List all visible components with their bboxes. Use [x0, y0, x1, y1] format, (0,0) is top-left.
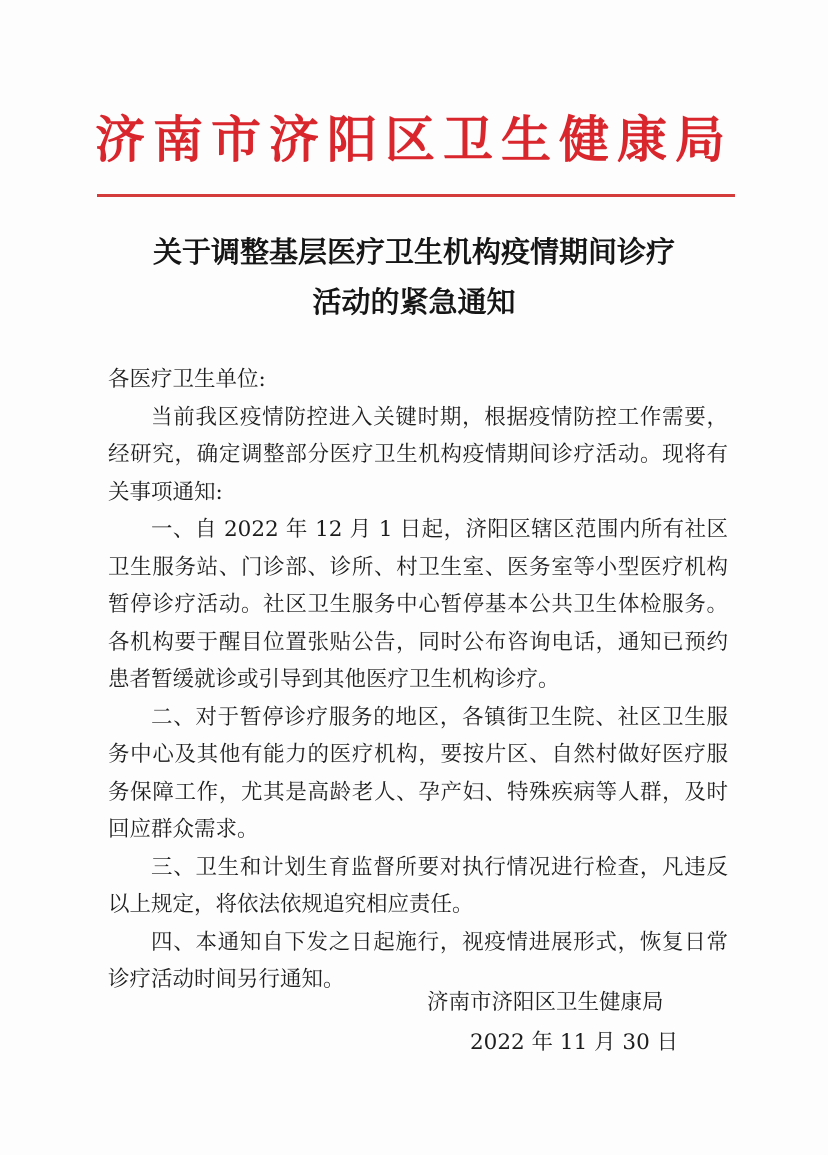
- agency-header: 济南市济阳区卫生健康局: [95, 110, 733, 169]
- salutation: 各医疗卫生单位:: [108, 367, 266, 392]
- document-title-line-2: 活动的紧急通知: [312, 285, 516, 319]
- item-paragraph-3: 三、卫生和计划生育监督所要对执行情况进行检查，凡违反以上规定，将依法依规追究相应责任。: [108, 854, 728, 917]
- signature-date: 2022 年 11 月 30 日: [470, 1030, 679, 1055]
- item-paragraph-4: 四、本通知自下发之日起施行，视疫情进展形式，恢复日常诊疗活动时间另行通知。: [108, 929, 728, 992]
- item-paragraph-1: 一、自 2022 年 12 月 1 日起，济阳区辖区范围内所有社区卫生服务站、门诊部、诊所、村卫生室、医务室等小型医疗机构暂停诊疗活动。社区卫生服务中心暂停基本公共卫生体检服务。各机构要于醒目位置张贴公告，同时公布咨询电话，通知已预约患者暂缓就诊或引导到其他医疗卫生机构诊疗。: [108, 517, 728, 692]
- intro-paragraph: 当前我区疫情防控进入关键时期，根据疫情防控工作需要，经研究，确定调整部分医疗卫生机构疫情期间诊疗活动。现将有关事项通知:: [108, 404, 728, 505]
- document-title-line-1: 关于调整基层医疗卫生机构疫情期间诊疗: [152, 235, 675, 269]
- signature-organization: 济南市济阳区卫生健康局: [427, 990, 664, 1015]
- red-divider-line: [97, 194, 735, 197]
- document-title: [0, 227, 828, 327]
- item-paragraph-2: 二、对于暂停诊疗服务的地区，各镇街卫生院、社区卫生服务中心及其他有能力的医疗机构，要按片区、自然村做好医疗服务保障工作，尤其是高龄老人、孕产妇、特殊疾病等人群，及时回应群众需求。: [108, 704, 728, 842]
- document-body: [108, 361, 728, 999]
